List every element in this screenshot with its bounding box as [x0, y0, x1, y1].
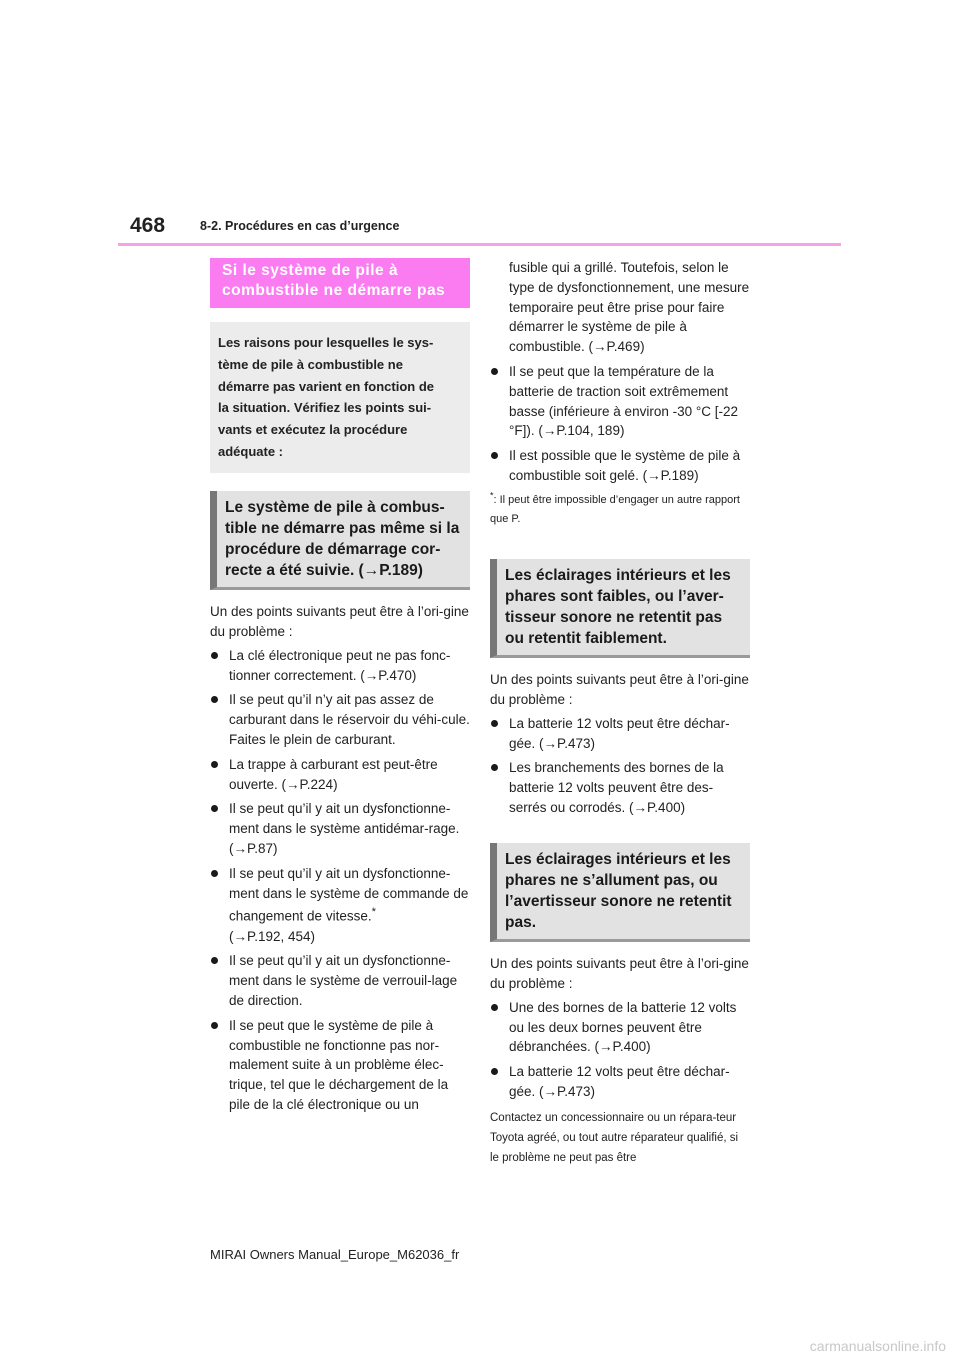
list-item: La batterie 12 volts peut être déchar-gée. (→P.473): [490, 714, 750, 754]
list-item-note: Faites le plein de carburant.: [229, 731, 396, 747]
footnote-marker: *: [490, 490, 494, 501]
list-item: Les branchements des bornes de la batterie 12 volts peuvent être des-serrés ou corrodés. (→P.400): [490, 758, 750, 817]
lead-text: Un des points suivants peut être à l’ori-gine du problème :: [210, 603, 469, 639]
intro-line: tème de pile à combustible ne: [218, 356, 403, 372]
bullet-icon: [211, 1022, 218, 1029]
bullet-icon: [491, 764, 498, 771]
lead-text: Un des points suivants peut être à l’ori-gine du problème :: [490, 955, 749, 991]
intro-box: [210, 322, 470, 473]
bullet-icon: [491, 368, 498, 375]
closing-text: Contactez un concessionnaire ou un répara-teur Toyota agréé, ou tout autre réparateur qualifié, si le problème ne peut pas être: [490, 1111, 739, 1164]
spacer: [490, 823, 750, 843]
intro-line: démarre pas varient en fonction de: [218, 378, 435, 394]
list-item: Il se peut qu’il n’y ait pas assez de carburant dans le réservoir du véhi-cule. Faites le plein de carburant.: [210, 690, 470, 749]
list-item: Il se peut qu’il y ait un dysfonctionne-ment dans le système de verrouil-lage de direction.: [210, 951, 470, 1010]
list-item: Il se peut qu’il y ait un dysfonctionne-ment dans le système antidémar-rage. (→P.87): [210, 799, 470, 858]
intro-line: adéquate :: [218, 443, 284, 459]
right-column: [490, 258, 750, 1168]
list-item: Il se peut que la température de la batterie de traction soit extrêmement basse (inférieure à environ -30 °C [-22 °F]). (→P.104, 189): [490, 362, 750, 441]
intro-line: vants et exécutez la procédure: [218, 422, 408, 438]
list-item: La clé électronique peut ne pas fonc-tionner correctement. (→P.470): [210, 646, 470, 686]
bullet-icon: [491, 1004, 498, 1011]
topic-heading: Les éclairages intérieurs et les phares ne s’allument pas, ou l’avertisseur sonore ne retentit pas.: [490, 843, 750, 942]
bullet-icon: [491, 720, 498, 727]
left-column: [210, 258, 470, 1120]
section-banner: Si le système de pile à combustible ne démarre pas: [210, 258, 470, 308]
intro-line: la situation. Vérifiez les points sui-: [218, 400, 432, 416]
continued-text: fusible qui a grillé. Toutefois, selon le type de dysfonctionnement, une mesure temporaire peut être prise pour faire démarrer le système de pile à combustible. (→P.469): [509, 260, 750, 355]
footnote-marker: *: [371, 906, 376, 919]
list-item: Il se peut que le système de pile à combustible ne fonctionne pas nor-malement suite à un problème élec-trique, tel que le déchargement de la pile de la clé électronique ou un: [210, 1016, 470, 1115]
topic-heading: Les éclairages intérieurs et les phares sont faibles, ou l’aver-tisseur sonore ne retentit pas ou retentit faiblement.: [490, 559, 750, 658]
list-item: La trappe à carburant est peut-être ouverte. (→P.224): [210, 755, 470, 795]
bullet-icon: [211, 696, 218, 703]
watermark: carmanualsonline.info: [809, 1338, 946, 1354]
topic-heading: Le système de pile à combus-tible ne démarre pas même si la procédure de démarrage cor-recte a été suivie. (→P.189): [210, 491, 470, 590]
bullet-icon: [491, 452, 498, 459]
section-title: 8-2. Procédures en cas d’urgence: [200, 219, 400, 233]
bullet-icon: [211, 652, 218, 659]
list-item: Il est possible que le système de pile à combustible soit gelé. (→P.189): [490, 446, 750, 486]
lead-text: Un des points suivants peut être à l’ori-gine du problème :: [490, 671, 749, 707]
bullet-icon: [491, 1068, 498, 1075]
list-item: La batterie 12 volts peut être déchar-gée. (→P.473): [490, 1062, 750, 1102]
footnote: *: Il peut être impossible d’engager un autre rapport que P.: [490, 490, 740, 525]
header-divider: [118, 243, 841, 246]
page-number: 468: [130, 214, 166, 237]
bullet-icon: [211, 805, 218, 812]
cause-list: [490, 362, 750, 486]
bullet-icon: [211, 957, 218, 964]
bullet-icon: [211, 761, 218, 768]
document-footer: MIRAI Owners Manual_Europe_M62036_fr: [210, 1247, 460, 1262]
list-item: Il se peut qu’il y ait un dysfonctionne-ment dans le système de commande de changement de vitesse.* (→P.192, 454): [210, 864, 470, 947]
intro-line: Les raisons pour lesquelles le sys-: [218, 335, 434, 350]
page-reference: (→P.192, 454): [229, 928, 316, 944]
cause-list: [490, 714, 750, 818]
cause-list: [210, 646, 470, 1115]
cause-list: [490, 998, 750, 1102]
list-item: Une des bornes de la batterie 12 volts ou les deux bornes peuvent être débranchées. (→P.400): [490, 998, 750, 1057]
bullet-icon: [211, 870, 218, 877]
